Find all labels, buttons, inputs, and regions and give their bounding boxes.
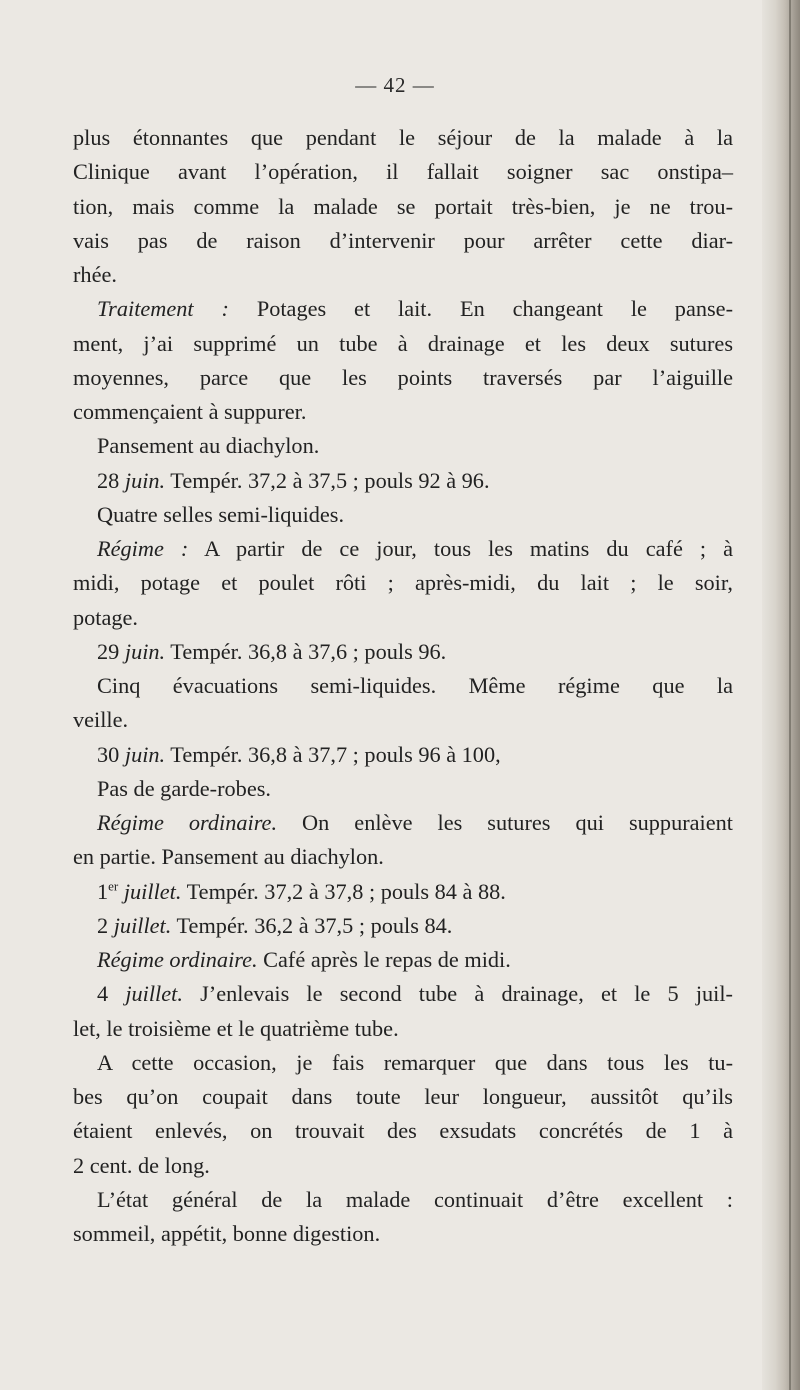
text-line: L’état général de la malade continuait d’être excellent : xyxy=(97,1186,733,1212)
date-label: juillet. xyxy=(125,981,183,1007)
text-line xyxy=(73,943,733,977)
text-line: en partie. Pansement au diachylon. xyxy=(73,844,384,870)
book-page-edge xyxy=(762,0,800,1390)
date-number: 2 xyxy=(97,912,114,938)
date-number: 29 xyxy=(97,638,125,664)
body-text xyxy=(73,121,733,1251)
text-run: J’enlevais le second tube à drainage, et le 5 juil- xyxy=(182,981,733,1007)
text-line: Pansement au diachylon. xyxy=(97,433,320,459)
text-run: Tempér. 36,8 à 37,6 ; pouls 96. xyxy=(165,638,447,664)
text-run: A partir de ce jour, tous les matins du café ; à xyxy=(188,536,733,561)
text-line xyxy=(73,292,733,326)
text-line: Cinq évacuations semi-liquides. Même régime que la xyxy=(97,673,733,698)
text-line: commençaient à suppurer. xyxy=(73,399,307,424)
text-line: moyennes, parce que les points traversés par l’aiguille xyxy=(73,364,733,390)
text-line xyxy=(73,875,733,909)
text-line: let, le troisième et le quatrième tube. xyxy=(73,1015,399,1041)
text-run: Café après le repas de midi. xyxy=(257,947,511,972)
section-label: Régime ordinaire. xyxy=(97,810,278,835)
text-run: Tempér. 36,2 à 37,5 ; pouls 84. xyxy=(171,912,453,938)
text-line: ment, j’ai supprimé un tube à drainage et les deux sutures xyxy=(73,330,733,356)
text-line: Quatre selles semi-liquides. xyxy=(97,501,345,527)
text-line: bes qu’on coupait dans toute leur longueur, aussitôt qu’ils xyxy=(73,1084,733,1109)
date-number: 4 xyxy=(97,981,126,1007)
date-number: 30 xyxy=(97,741,125,767)
text-line: veille. xyxy=(73,707,129,733)
date-label: juin. xyxy=(124,638,166,664)
text-line xyxy=(73,738,733,772)
text-run: Tempér. 37,2 à 37,5 ; pouls 92 à 96. xyxy=(165,467,490,493)
text-line xyxy=(73,909,733,943)
date-label: juillet. xyxy=(113,912,172,938)
text-line: Pas de garde-robes. xyxy=(97,775,271,801)
text-line: plus étonnantes que pendant le séjour de la malade à la xyxy=(73,125,733,150)
date-label: juillet. xyxy=(118,878,182,904)
text-line xyxy=(73,977,733,1011)
section-label: Traitement : xyxy=(97,296,229,322)
text-run: Tempér. 36,8 à 37,7 ; pouls 96 à 100, xyxy=(165,741,501,767)
text-line: rhée. xyxy=(73,262,117,287)
text-line xyxy=(73,635,733,669)
text-line: vais pas de raison d’intervenir pour arrêter cette diar- xyxy=(73,227,733,253)
date-number: 28 xyxy=(97,467,125,493)
text-line xyxy=(73,532,733,566)
page-number: — 42 — xyxy=(355,73,435,97)
ordinal-suffix: er xyxy=(108,878,119,894)
date-number: 1 xyxy=(97,878,109,904)
text-line xyxy=(73,806,733,840)
page-gutter-line xyxy=(789,0,791,1390)
text-line: sommeil, appétit, bonne digestion. xyxy=(73,1221,381,1246)
text-line: midi, potage et poulet rôti ; après-midi, du lait ; le soir, xyxy=(73,570,733,596)
text-run: Tempér. 37,2 à 37,8 ; pouls 84 à 88. xyxy=(181,878,506,904)
text-line: 2 cent. de long. xyxy=(73,1152,210,1178)
text-run: On enlève les sutures qui suppuraient xyxy=(277,810,733,835)
text-line: étaient enlevés, on trouvait des exsudats concrétés de 1 à xyxy=(73,1118,733,1144)
text-line: tion, mais comme la malade se portait très-bien, je ne trou- xyxy=(73,193,733,219)
text-line: potage. xyxy=(73,604,139,630)
text-run: Potages et lait. En changeant le panse- xyxy=(228,296,733,322)
section-label: Régime : xyxy=(97,536,189,561)
text-line: A cette occasion, je fais remarquer que dans tous les tu- xyxy=(97,1049,733,1075)
date-label: juin. xyxy=(124,467,166,493)
text-line: Clinique avant l’opération, il fallait soigner sac onstipa– xyxy=(73,159,733,185)
date-label: juin. xyxy=(124,741,166,767)
section-label: Régime ordinaire. xyxy=(97,947,258,972)
text-line xyxy=(73,464,733,498)
